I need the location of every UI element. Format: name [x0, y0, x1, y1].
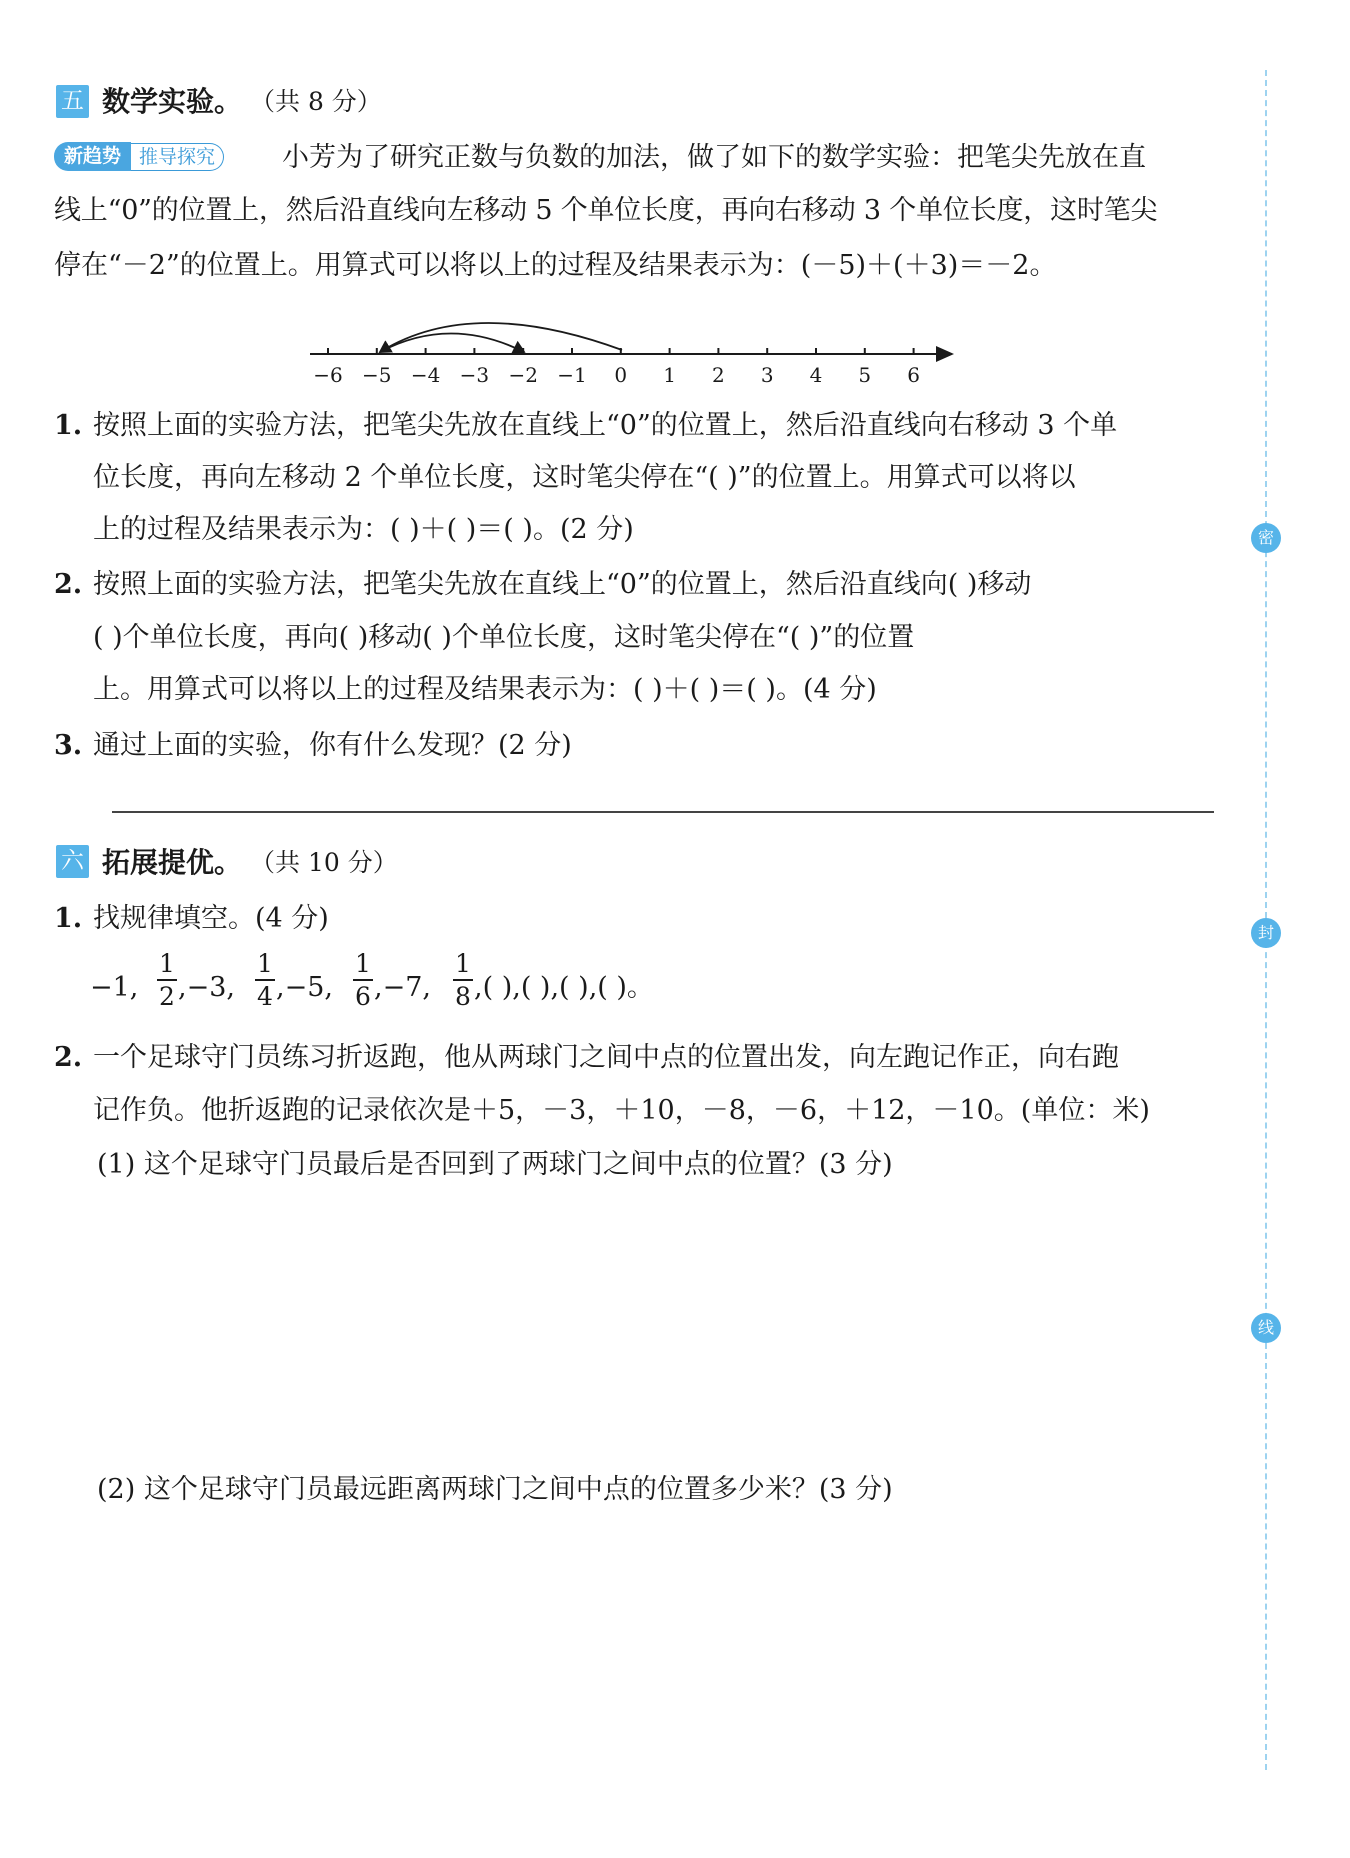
- section5-score: （共 8 分）: [250, 87, 382, 116]
- fraction-1-6: [353, 951, 373, 1009]
- frac3-numerator: 1: [355, 949, 371, 978]
- margin-mark-close: 封: [1251, 918, 1281, 948]
- s5-q1-number: 1.: [54, 410, 83, 441]
- s6-q2-line2: 记作负。他折返跑的记录依次是＋5，－3，＋10，－8，－6，＋12，－10。(单位：米): [93, 1095, 1150, 1126]
- frac1-numerator: 1: [159, 949, 175, 978]
- tick-label: 3: [760, 363, 774, 387]
- s6-q2-sub2: (2) 这个足球守门员最远距离两球门之间中点的位置多少米？(3 分): [97, 1474, 893, 1505]
- tick-label: 4: [809, 363, 823, 387]
- section5-title: 数学实验。: [102, 85, 243, 118]
- sequence-blanks: ,( ),( ),( ),( )。: [474, 972, 654, 1003]
- frac4-numerator: 1: [455, 949, 471, 978]
- s5-q3-text: 通过上面的实验，你有什么发现？(2 分): [93, 730, 572, 761]
- arc-right-3: [380, 334, 524, 353]
- section6-score: （共 10 分）: [250, 848, 398, 877]
- fraction-1-4: [255, 951, 275, 1009]
- s5-q1-line1: 按照上面的实验方法，把笔尖先放在直线上“0”的位置上，然后沿直线向右移动 3 个单: [93, 410, 1118, 441]
- s6-q1-text: 找规律填空。(4 分): [93, 903, 329, 934]
- number-line: [300, 300, 960, 390]
- s5-q2-line1: 按照上面的实验方法，把笔尖先放在直线上“0”的位置上，然后沿直线向( )移动: [93, 569, 1032, 600]
- tick-label: −3: [459, 363, 490, 387]
- sequence-part-a: −1,: [90, 972, 139, 1003]
- s5-q2-line2: ( )个单位长度，再向( )移动( )个单位长度，这时笔尖停在“( )”的位置: [93, 622, 915, 653]
- section5-intro-line3: 停在“－2”的位置上。用算式可以将以上的过程及结果表示为：(－5)＋(＋3)＝－2。: [54, 250, 1057, 281]
- tag-explore: 推导探究: [131, 143, 224, 171]
- section6-title: 拓展提优。: [102, 846, 243, 879]
- s6-q2-line1: 一个足球守门员练习折返跑，他从两球门之间中点的位置出发，向左跑记作正，向右跑: [93, 1042, 1119, 1073]
- fraction-1-8: [453, 951, 473, 1009]
- tick-label: 6: [907, 363, 920, 387]
- frac4-denominator: 8: [455, 981, 471, 1011]
- section5-intro-line2: 线上“0”的位置上，然后沿直线向左移动 5 个单位长度，再向右移动 3 个单位长度，这时笔尖: [54, 195, 1158, 226]
- section5-intro-line1: 小芳为了研究正数与负数的加法，做了如下的数学实验：把笔尖先放在直: [282, 142, 1146, 173]
- tick-label: 5: [858, 363, 872, 387]
- margin-mark-line: 线: [1251, 1313, 1281, 1343]
- tag-new-trend: 新趋势: [54, 142, 131, 171]
- tick-label: 1: [663, 363, 676, 387]
- s5-q3-number: 3.: [54, 730, 83, 761]
- frac1-denominator: 2: [159, 981, 175, 1011]
- s6-q1-number: 1.: [54, 903, 83, 934]
- section5-number-badge: 五: [56, 85, 89, 118]
- s5-q2-line3: 上。用算式可以将以上的过程及结果表示为：( )＋( )＝( )。(4 分): [93, 674, 877, 705]
- s6-q2-sub1: (1) 这个足球守门员最后是否回到了两球门之间中点的位置？(3 分): [97, 1149, 893, 1180]
- section6-number-badge: 六: [56, 845, 89, 878]
- section5-tag: [54, 142, 224, 171]
- tick-label: 2: [712, 363, 725, 387]
- margin-mark-seal: 密: [1251, 523, 1281, 553]
- sequence-part-d: ,−7,: [374, 972, 431, 1003]
- tick-label: 0: [614, 363, 628, 387]
- tick-label: −2: [508, 363, 538, 387]
- sequence-part-c: ,−5,: [276, 972, 333, 1003]
- frac2-denominator: 4: [257, 981, 273, 1011]
- s5-q2-number: 2.: [54, 569, 83, 600]
- s5-q1-line2: 位长度，再向左移动 2 个单位长度，这时笔尖停在“( )”的位置上。用算式可以将以: [93, 462, 1076, 493]
- frac2-numerator: 1: [257, 949, 273, 978]
- tick-label: −6: [313, 363, 343, 387]
- s6-q2-number: 2.: [54, 1042, 83, 1073]
- tick-label: −5: [362, 363, 392, 387]
- tick-label: −1: [557, 363, 587, 387]
- s5-q1-line3: 上的过程及结果表示为：( )＋( )＝( )。(2 分): [93, 514, 634, 545]
- fraction-1-2: [157, 951, 177, 1009]
- frac3-denominator: 6: [355, 981, 371, 1011]
- tick-label: −4: [410, 363, 441, 387]
- sequence-part-b: ,−3,: [178, 972, 235, 1003]
- section-divider: [112, 811, 1214, 813]
